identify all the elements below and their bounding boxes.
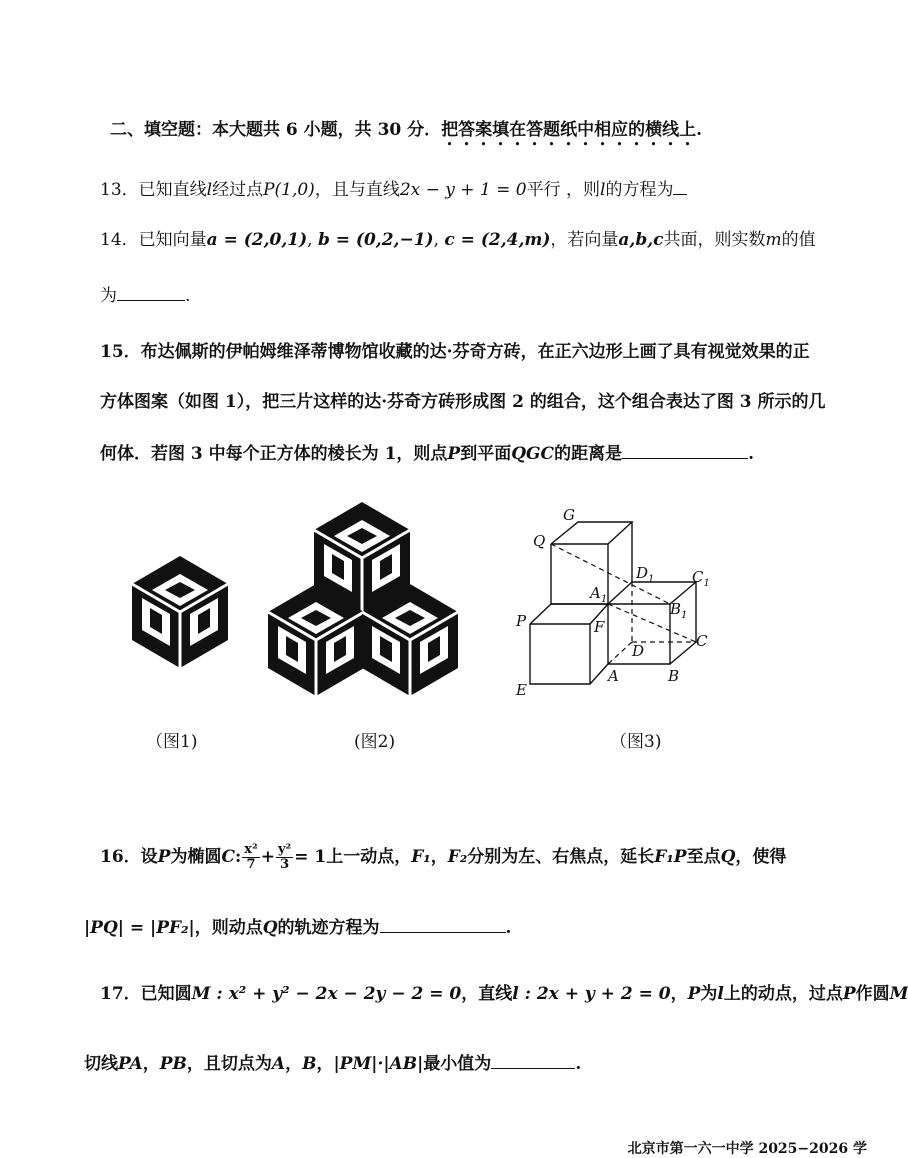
q16-fraction-y: $\frac{\text{y²}}{3}$	[277, 842, 292, 872]
question-15-line1: 15．布达佩斯的伊帕姆维泽蒂博物馆收藏的达·芬奇方砖，在正六边形上画了具有视觉效果的正	[100, 342, 810, 362]
fig3-label-G: G	[563, 506, 575, 524]
question-15-line2: 方体图案（如图 1），把三片这样的达·芬奇方砖形成图 2 的组合，这个组合表达了图 3 所示的几	[100, 392, 826, 412]
q14-vector-b: b = (0,2,−1)	[317, 230, 434, 250]
q17-circle: M : x² + y² − 2x − 2y − 2 = 0	[191, 984, 462, 1004]
question-16-cont: |PQ| = |PF₂|，则动点Q的轨迹方程为 .	[84, 914, 511, 940]
fig3-label-D1: $D_1$	[636, 564, 655, 585]
figure-1-caption: （图1)	[146, 732, 198, 752]
section-heading: 二、填空题：本大题共 6 小题，共 30 分．把答案填在答题纸中相应的横线上.	[110, 120, 703, 140]
page-footer: 北京市第一六一中学 2025−2026 学	[627, 1141, 867, 1157]
fig3-label-A1: $A_1$	[590, 584, 608, 605]
q17-expression: |PM|·|AB|	[333, 1054, 424, 1074]
figure-2-caption: (图2)	[354, 732, 396, 752]
section-heading-dotted: 把答案填在答题纸中相应的横线上	[441, 120, 697, 140]
q15-number: 15．	[100, 342, 141, 362]
q14-vector-a: a = (2,0,1)	[206, 230, 308, 250]
q16-number: 16．	[100, 847, 141, 867]
question-14-cont: 为 .	[100, 282, 190, 308]
q16-answer-blank[interactable]	[380, 914, 506, 933]
figure-3-caption: （图3)	[610, 732, 662, 752]
q15-plane: QGC	[511, 444, 555, 464]
fig3-label-C: C	[696, 632, 708, 650]
q16-condition: |PQ| = |PF₂|	[84, 918, 195, 938]
q16-fraction-x: $\frac{\text{x²}}{7}$	[244, 842, 258, 872]
fig3-label-B: B	[668, 667, 680, 685]
question-17: 17．已知圆M : x² + y² − 2x − 2y − 2 = 0，直线l : 2x + y + 2 = 0，P为l上的动点，过点P作圆M	[100, 984, 908, 1004]
fig3-label-B1: $B_1$	[670, 600, 688, 621]
question-16: 16．设P为椭圆C: $\frac{\text{x²}}{7}$ + $\frac{\text{y²}}{3}$ = 1上一动点，F₁，F₂分别为左、右焦点，延长F₁P至点Q，使得	[100, 842, 787, 872]
question-14: 14．已知向量a = (2,0,1), b = (0,2,−1), c = (2,4,m)，若向量a,b,c共面，则实数m的值	[100, 230, 816, 250]
fig3-label-A: A	[608, 667, 619, 685]
q13-point: P(1,0)	[263, 180, 315, 200]
question-15-line3: 何体．若图 3 中每个正方体的棱长为 1，则点P到平面QGC的距离是 .	[100, 440, 754, 466]
fig3-label-C1: $C_1$	[692, 568, 710, 589]
question-13: 13．已知直线l经过点P(1,0)，且与直线2x − y + 1 = 0平行 ，则l的方程为	[100, 176, 687, 202]
question-17-cont: 切线PA，PB，且切点为A，B，|PM|·|AB|最小值为 .	[84, 1050, 581, 1076]
fig3-label-P: P	[516, 612, 527, 630]
fig3-label-Q: Q	[533, 532, 546, 550]
q17-answer-blank[interactable]	[491, 1050, 575, 1069]
q14-vector-c: c = (2,4,m)	[444, 230, 551, 250]
q14-number: 14．	[100, 230, 139, 250]
q17-line: l : 2x + y + 2 = 0	[512, 984, 671, 1004]
fig3-label-E: E	[516, 681, 527, 699]
fig3-label-D: D	[632, 642, 645, 660]
q13-number: 13．	[100, 180, 139, 200]
q13-line-equation: 2x − y + 1 = 0	[399, 180, 527, 200]
q17-number: 17．	[100, 984, 141, 1004]
fig3-label-F: F	[594, 618, 605, 636]
